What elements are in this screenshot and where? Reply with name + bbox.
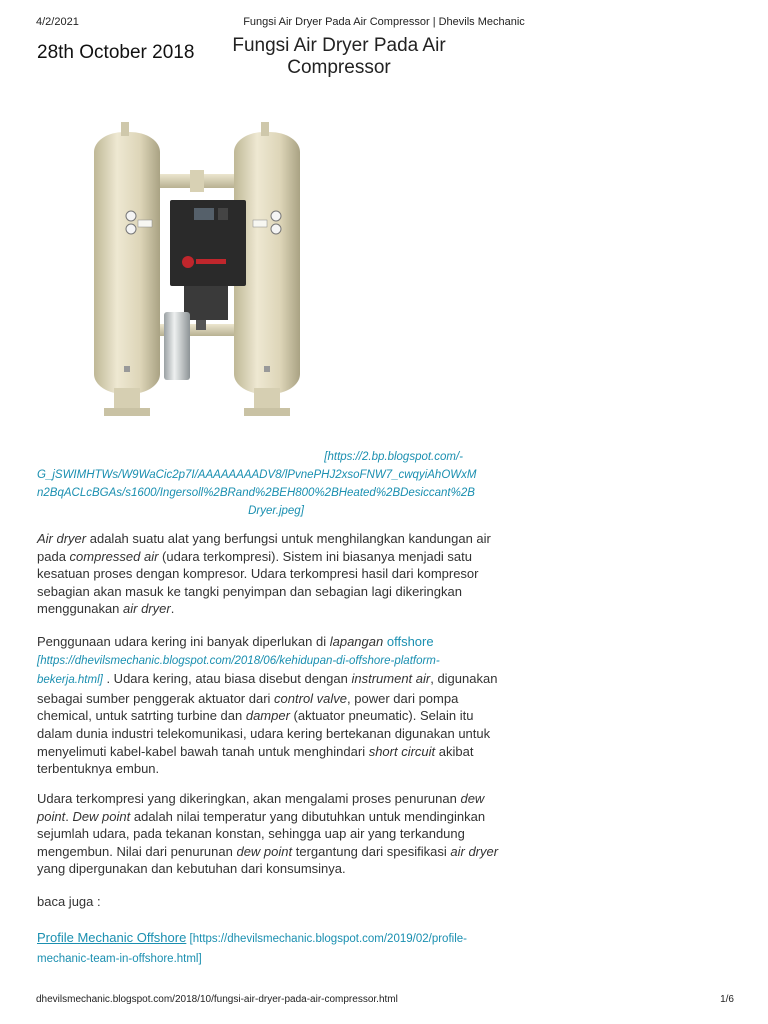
post-title-line-2: Compressor <box>287 57 391 78</box>
offshore-link[interactable]: offshore <box>386 634 434 649</box>
term-lapangan: lapangan <box>329 634 384 649</box>
text: Udara terkompresi yang dikeringkan, akan mengalami proses penurunan <box>37 791 461 806</box>
text: akibat <box>435 743 474 759</box>
text: sebagian akan masuk ke tangki penyimpan dan sebagian lagi dikeringkan <box>37 583 462 599</box>
term-instrument-air: instrument air <box>351 671 431 687</box>
print-header-date: 4/2/2021 <box>36 16 79 28</box>
baca-juga-label: baca juga : <box>37 894 101 909</box>
post-title <box>210 35 468 79</box>
text: (aktuator pneumatic). Selain itu <box>289 708 474 724</box>
text: menggunakan <box>37 601 124 617</box>
term-point: point <box>37 808 66 824</box>
caption-line-1[interactable]: [https://2.bp.blogspot.com/- <box>324 451 463 463</box>
text: mengembun. Nilai dari penurunan <box>37 843 237 859</box>
offshore-url-cont[interactable]: bekerja.html] <box>37 674 103 687</box>
text: kesatuan proses dengan kompresor. Udara terkompresi hasil dari kompresor <box>37 566 479 582</box>
print-footer-url: dhevilsmechanic.blogspot.com/2018/10/fungsi-air-dryer-pada-air-compressor.html <box>36 994 398 1005</box>
term-damper: damper <box>245 708 290 724</box>
term-air-dryer: air dryer <box>123 601 171 617</box>
term-air-dryer: Air dryer <box>37 531 87 546</box>
text: sejumlah udara, pada tekanan konstan, sehingga uap air yang terkandung <box>37 826 465 842</box>
term-dew-point: Dew point <box>72 808 131 824</box>
text: . <box>170 601 175 617</box>
term-dew: dew <box>460 791 485 806</box>
text: dalam dunia industri telekomunikasi, udara kering bertekanan digunakan untuk <box>37 725 491 741</box>
print-header-title: Fungsi Air Dryer Pada Air Compressor | Dhevils Mechanic <box>243 16 525 28</box>
text: , digunakan <box>430 671 498 687</box>
profile-mechanic-offshore-link[interactable]: Profile Mechanic Offshore <box>37 930 187 945</box>
term-compressed-air: compressed air <box>69 548 159 564</box>
text: adalah nilai temperatur yang dibutuhkan untuk mendinginkan <box>130 808 486 824</box>
print-footer-page: 1/6 <box>720 994 734 1005</box>
term-air-dryer: air dryer <box>450 843 499 859</box>
caption-line-3[interactable]: n2BqACLcBGAs/s1600/Ingersoll%2BRand%2BEH800%2BHeated%2BDesiccant%2B <box>37 487 475 499</box>
text: . Udara kering, atau biasa disebut dengan <box>102 671 352 687</box>
text: sebagai sumber penggerak aktuator dari <box>37 690 275 706</box>
caption-line-2[interactable]: G_jSWIMHTWs/W9WaCic2p7I/AAAAAAAADV8/lPvnePHJ2xsoFNW7_cwqyiAhOWxM <box>37 469 477 481</box>
text: chemical, untuk satrting turbine dan <box>37 708 246 724</box>
offshore-url[interactable]: [https://dhevilsmechanic.blogspot.com/2018/06/kehidupan-di-offshore-platform- <box>37 654 440 667</box>
text: pada <box>37 548 70 564</box>
text: (udara terkompresi). Sistem ini biasanya menjadi satu <box>158 548 473 564</box>
air-dryer-photo[interactable] <box>90 112 310 422</box>
post-date: 28th October 2018 <box>37 42 195 63</box>
paragraph-5 <box>37 929 527 968</box>
post-title-line-1: Fungsi Air Dryer Pada Air <box>232 35 446 56</box>
caption-line-4[interactable]: Dryer.jpeg] <box>248 505 304 517</box>
text: terbentuknya embun. <box>37 761 160 777</box>
text: Penggunaan udara kering ini banyak diperlukan di <box>37 634 330 649</box>
term-short-circuit: short circuit <box>368 743 436 759</box>
text: . <box>65 808 73 824</box>
text: adalah suatu alat yang berfungsi untuk menghilangkan kandungan air <box>86 531 491 546</box>
text: , power dari pompa <box>347 690 459 706</box>
profile-url[interactable]: [https://dhevilsmechanic.blogspot.com/2019/02/profile- <box>186 933 467 945</box>
paragraph-2 <box>37 633 527 778</box>
paragraph-1 <box>37 530 527 618</box>
term-dew-point: dew point <box>236 843 293 859</box>
text: menyelimuti kabel-kabel bawah tanah untuk menghindari <box>37 743 369 759</box>
paragraph-3 <box>37 790 527 878</box>
image-caption[interactable] <box>37 448 515 520</box>
text: yang dipergunakan dan kebutuhan dari konsumsinya. <box>37 861 346 877</box>
text: tergantung dari spesifikasi <box>292 843 451 859</box>
term-control-valve: control valve <box>274 690 348 706</box>
profile-url-cont[interactable]: mechanic-team-in-offshore.html] <box>37 952 202 965</box>
